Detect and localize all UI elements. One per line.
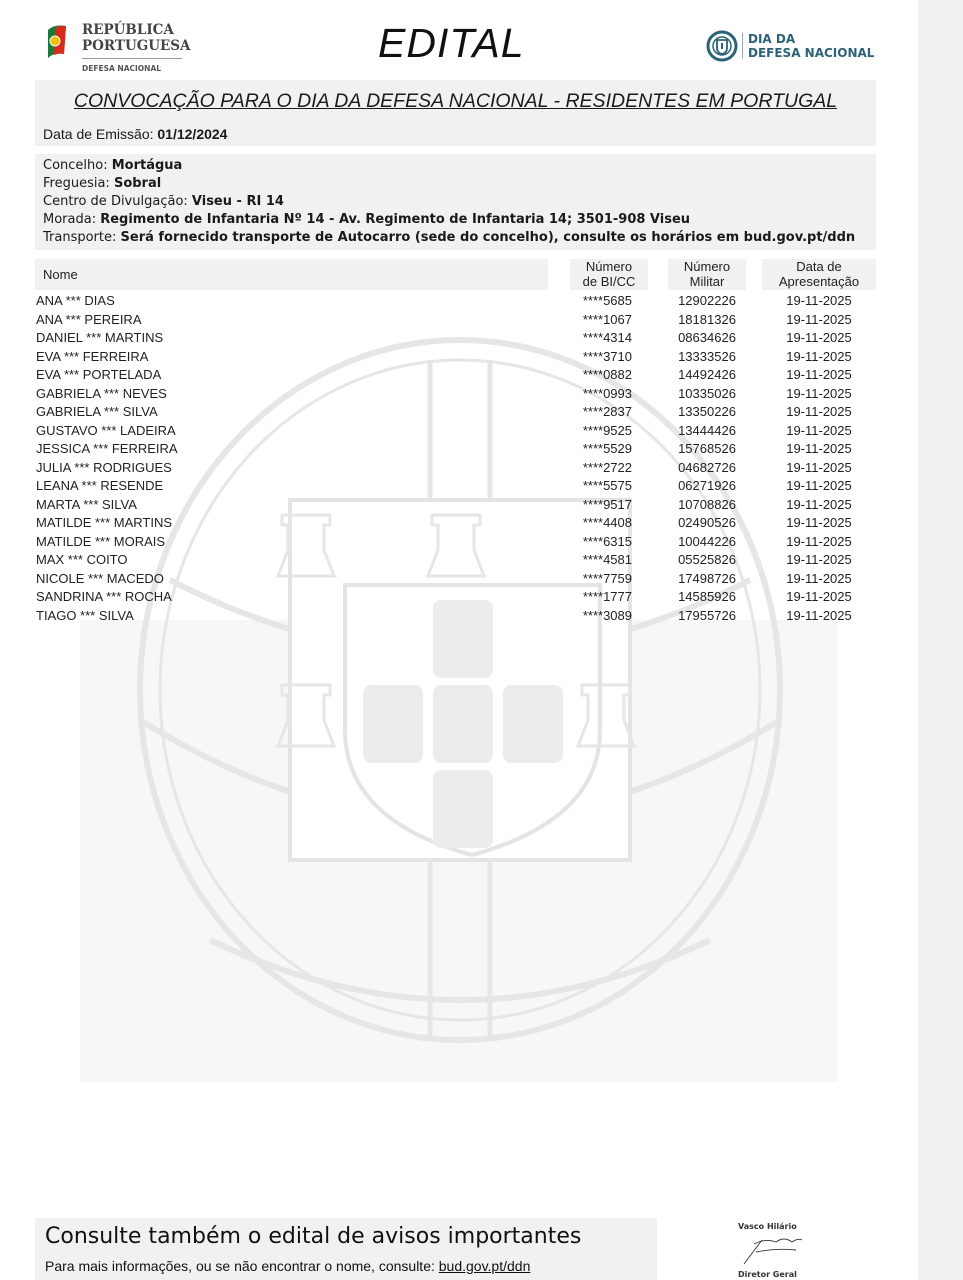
cell-data-apresentacao: 19-11-2025 (786, 570, 852, 586)
table-row (0, 514, 918, 533)
table-row (0, 551, 918, 570)
cell-nome: GABRIELA *** NEVES (36, 385, 167, 401)
cell-data-apresentacao: 19-11-2025 (786, 367, 852, 382)
cell-nome: JULIA *** RODRIGUES (36, 459, 172, 475)
ddn-emblem-icon (706, 30, 738, 62)
cell-nome: EVA *** PORTELADA (36, 367, 162, 382)
centro-value: Viseu - RI 14 (191, 194, 284, 209)
signer-role: Diretor Geral (738, 1270, 797, 1279)
cell-bi-cc: ****4581 (582, 552, 632, 567)
cell-nome: NICOLE *** MACEDO (36, 570, 164, 586)
cell-numero-militar: 06271926 (678, 478, 736, 493)
page-title: EDITAL (378, 20, 525, 66)
column-header-militar (668, 259, 746, 290)
emission-date-line (43, 126, 227, 142)
cell-numero-militar: 15768526 (678, 441, 736, 456)
footer-link[interactable]: bud.gov.pt/ddn (438, 1258, 531, 1274)
transporte-value: Será fornecido transporte de Autocarro (sede do concelho), consulte os horários em bud.gov.pt/ddn (120, 230, 856, 245)
cell-nome: DANIEL *** MARTINS (36, 330, 164, 345)
cell-bi-cc: ****1067 (582, 311, 632, 327)
convocados-table (0, 292, 918, 625)
cell-data-apresentacao: 19-11-2025 (786, 293, 852, 308)
table-row (0, 607, 918, 626)
cell-bi-cc: ****5575 (582, 478, 632, 493)
cell-bi-cc: ****1777 (582, 589, 632, 604)
table-row (0, 496, 918, 515)
table-row (0, 477, 918, 496)
column-header-nome (35, 259, 548, 290)
cell-nome: MAX *** COITO (36, 552, 128, 567)
republica-portuguesa-logo (44, 22, 194, 76)
ddn-logo-line2: DEFESA NACIONAL (748, 46, 875, 60)
cell-nome: MATILDE *** MARTINS (36, 515, 173, 530)
cell-data-apresentacao: 19-11-2025 (786, 515, 852, 530)
column-header-data-line1: Data de (796, 259, 842, 274)
cell-data-apresentacao: 19-11-2025 (786, 459, 852, 475)
cell-data-apresentacao: 19-11-2025 (786, 422, 852, 438)
notice-heading: CONVOCAÇÃO PARA O DIA DA DEFESA NACIONAL - RESIDENTES EM PORTUGAL (73, 90, 838, 112)
cell-bi-cc: ****3089 (582, 607, 632, 623)
cell-nome: LEANA *** RESENDE (36, 478, 164, 493)
signer-name: Vasco Hilário (738, 1222, 797, 1231)
republica-portuguesa-wordmark (82, 22, 191, 54)
cell-nome: SANDRINA *** ROCHA (36, 589, 172, 604)
cell-bi-cc: ****4314 (582, 330, 632, 345)
gov-logo-subtitle: DEFESA NACIONAL (82, 64, 162, 73)
cell-bi-cc: ****3710 (582, 348, 632, 364)
notice-header-panel (35, 80, 876, 146)
cell-numero-militar: 04682726 (678, 459, 736, 475)
cell-bi-cc: ****4408 (582, 515, 632, 530)
cell-numero-militar: 14585926 (678, 589, 736, 604)
table-row (0, 459, 918, 478)
cell-bi-cc: ****9517 (582, 496, 632, 512)
footer-text-body: Para mais informações, ou se não encontrar o nome, consulte: (45, 1258, 439, 1274)
location-info-panel (35, 154, 876, 250)
table-row (0, 329, 918, 348)
cell-numero-militar: 13350226 (678, 404, 736, 419)
table-row (0, 570, 918, 589)
table-row (0, 403, 918, 422)
ddn-logo-line1: DIA DA (748, 32, 796, 46)
table-row (0, 348, 918, 367)
concelho-line (43, 157, 182, 174)
cell-bi-cc: ****0882 (582, 367, 632, 382)
cell-data-apresentacao: 19-11-2025 (786, 348, 852, 364)
cell-numero-militar: 05525826 (678, 552, 736, 567)
column-header-data-line2: Apresentação (778, 274, 860, 289)
transporte-label: Transporte: (43, 230, 121, 245)
cell-nome: GABRIELA *** SILVA (36, 404, 158, 419)
column-header-militar-line2: Militar (689, 274, 725, 289)
ddn-logo-divider (742, 33, 743, 59)
cell-nome: MATILDE *** MORAIS (36, 533, 166, 549)
emission-date-value: 01/12/2024 (157, 126, 228, 142)
emission-date-label: Data de Emissão: (43, 126, 158, 142)
cell-data-apresentacao: 19-11-2025 (786, 404, 852, 419)
cell-numero-militar: 17955726 (678, 607, 736, 623)
concelho-label: Concelho: (43, 158, 112, 173)
cell-bi-cc: ****5685 (582, 293, 632, 308)
cell-data-apresentacao: 19-11-2025 (786, 330, 852, 345)
cell-bi-cc: ****0993 (582, 385, 632, 401)
cell-numero-militar: 18181326 (678, 311, 736, 327)
table-row (0, 311, 918, 330)
portuguese-flag-icon (44, 24, 70, 60)
cell-numero-militar: 14492426 (678, 367, 736, 382)
cell-numero-militar: 17498726 (678, 570, 736, 586)
column-header-militar-line1: Número (683, 259, 731, 274)
cell-nome: GUSTAVO *** LADEIRA (36, 422, 176, 438)
cell-bi-cc: ****2722 (582, 459, 632, 475)
cell-bi-cc: ****2837 (582, 404, 632, 419)
cell-data-apresentacao: 19-11-2025 (786, 589, 852, 604)
morada-value: Regimento de Infantaria Nº 14 - Av. Regimento de Infantaria 14; 3501-908 Viseu (100, 212, 691, 227)
ddn-wordmark (748, 32, 874, 60)
table-row (0, 440, 918, 459)
footer-notice-panel (35, 1218, 657, 1280)
handwritten-signature (736, 1230, 816, 1270)
footer-text (45, 1258, 530, 1274)
table-row (0, 292, 918, 311)
cell-data-apresentacao: 19-11-2025 (786, 311, 852, 327)
cell-numero-militar: 02490526 (678, 515, 736, 530)
cell-nome: EVA *** FERREIRA (36, 348, 149, 364)
morada-line (43, 211, 690, 228)
column-header-nome-label: Nome (43, 267, 78, 282)
logo-divider (82, 58, 182, 59)
cell-data-apresentacao: 19-11-2025 (786, 441, 852, 456)
column-header-bi (570, 259, 648, 290)
cell-data-apresentacao: 19-11-2025 (786, 607, 852, 623)
cell-data-apresentacao: 19-11-2025 (786, 385, 852, 401)
cell-numero-militar: 13444426 (678, 422, 736, 438)
cell-nome: ANA *** PEREIRA (36, 311, 142, 327)
cell-nome: TIAGO *** SILVA (36, 607, 134, 623)
column-header-bi-line1: Número (585, 259, 633, 274)
column-header-bi-line2: de BI/CC (582, 274, 636, 289)
cell-numero-militar: 12902226 (678, 293, 736, 308)
cell-data-apresentacao: 19-11-2025 (786, 496, 852, 512)
cell-nome: MARTA *** SILVA (36, 496, 137, 512)
cell-data-apresentacao: 19-11-2025 (786, 552, 852, 567)
cell-nome: JESSICA *** FERREIRA (36, 441, 178, 456)
gov-logo-line1: REPÚBLICA (82, 22, 174, 38)
cell-numero-militar: 10708826 (678, 496, 736, 512)
cell-bi-cc: ****6315 (582, 533, 632, 549)
dia-defesa-nacional-logo (706, 30, 876, 70)
cell-data-apresentacao: 19-11-2025 (786, 478, 852, 493)
cell-bi-cc: ****7759 (582, 570, 632, 586)
footer-heading: Consulte também o edital de avisos importantes (45, 1224, 582, 1249)
table-row (0, 533, 918, 552)
cell-numero-militar: 08634626 (678, 330, 736, 345)
cell-numero-militar: 10335026 (678, 385, 736, 401)
freguesia-value: Sobral (113, 176, 162, 191)
column-header-data (762, 259, 876, 290)
cell-data-apresentacao: 19-11-2025 (786, 533, 852, 549)
cell-bi-cc: ****9525 (582, 422, 632, 438)
transporte-line (43, 229, 855, 246)
morada-label: Morada: (43, 212, 101, 227)
signature-block (736, 1220, 856, 1280)
concelho-value: Mortágua (111, 158, 183, 173)
table-row (0, 588, 918, 607)
cell-numero-militar: 13333526 (678, 348, 736, 364)
centro-label: Centro de Divulgação: (43, 194, 192, 209)
gov-logo-line2: PORTUGUESA (82, 38, 191, 54)
freguesia-line (43, 175, 161, 192)
freguesia-label: Freguesia: (43, 176, 114, 191)
cell-numero-militar: 10044226 (678, 533, 736, 549)
table-row (0, 422, 918, 441)
table-row (0, 385, 918, 404)
cell-nome: ANA *** DIAS (36, 293, 115, 308)
centro-line (43, 193, 284, 210)
table-row (0, 366, 918, 385)
cell-bi-cc: ****5529 (582, 441, 632, 456)
